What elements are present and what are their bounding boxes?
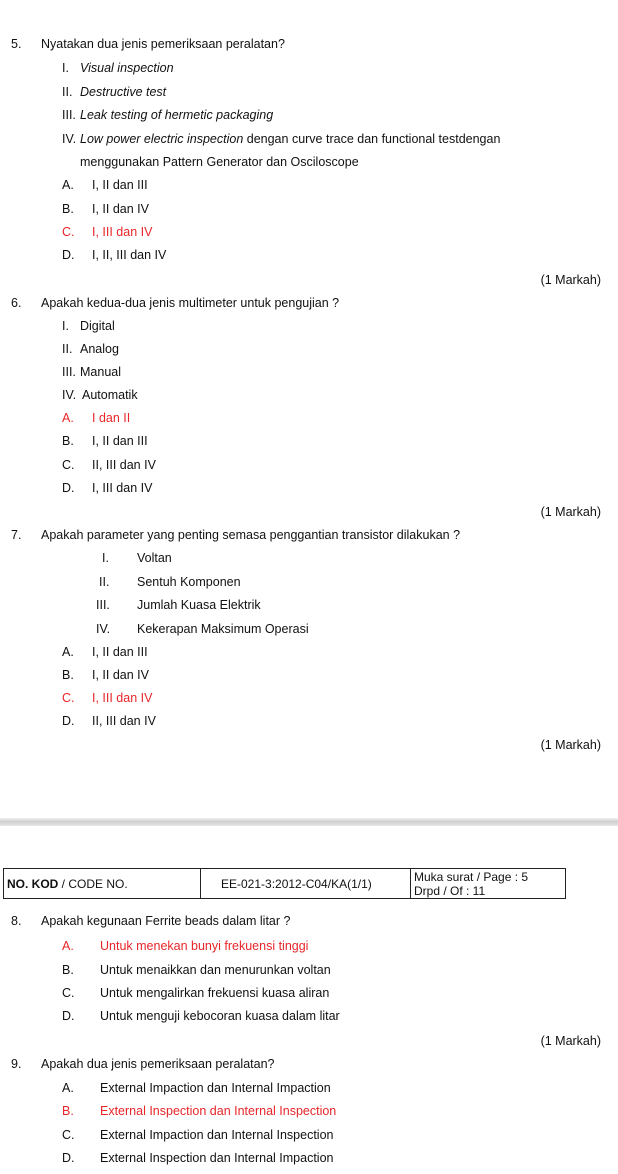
q7-option-b-text: I, II dan IV	[92, 668, 149, 682]
q8-option-b-text: Untuk menaikkan dan menurunkan voltan	[100, 963, 331, 977]
q9-option-d-letter: D.	[62, 1151, 75, 1165]
q5-option-b-letter: B.	[62, 202, 74, 216]
q5-option-c-letter: C.	[62, 225, 75, 239]
q6-item-4-num: IV.	[62, 388, 77, 402]
q5-item-4-num: IV.	[62, 132, 77, 146]
q5-option-b-text: I, II dan IV	[92, 202, 149, 216]
q6-option-b-letter: B.	[62, 434, 74, 448]
q8-option-a-text: Untuk menekan bunyi frekuensi tinggi	[100, 939, 309, 953]
q5-option-d-letter: D.	[62, 248, 75, 262]
q6-item-4-text: Automatik	[82, 388, 138, 402]
q8-option-d-text: Untuk menguji kebocoran kuasa dalam litar	[100, 1009, 340, 1023]
q9-option-a-text: External Impaction dan Internal Impaction	[100, 1081, 331, 1095]
q7-option-a-letter: A.	[62, 645, 74, 659]
q5-item-3-num: III.	[62, 108, 76, 122]
q6-item-2-num: II.	[62, 342, 73, 356]
q6-option-d-text: I, III dan IV	[92, 481, 153, 495]
q8-marks: (1 Markah)	[540, 1034, 601, 1048]
q7-option-d-letter: D.	[62, 714, 75, 728]
q5-marks: (1 Markah)	[540, 273, 601, 287]
q7-item-2-num: II.	[99, 575, 110, 589]
q5-item-4-italic: Low power electric inspection	[80, 132, 244, 146]
q5-item-1-num: I.	[62, 61, 69, 75]
code-label	[7, 877, 128, 891]
code-label-rest: / CODE NO.	[58, 877, 128, 891]
q6-option-b-text: I, II dan III	[92, 434, 148, 448]
q5-item-1-text: Visual inspection	[80, 61, 174, 75]
question-8-number: 8.	[11, 914, 22, 928]
q7-option-c-text: I, III dan IV	[92, 691, 153, 705]
q6-item-3-num: III.	[62, 365, 76, 379]
question-6-number: 6.	[11, 296, 22, 310]
q6-option-a-text: I dan II	[92, 411, 131, 425]
q5-option-a-letter: A.	[62, 178, 74, 192]
question-5-text: Nyatakan dua jenis pemeriksaan peralatan?	[41, 37, 285, 51]
q7-item-1-num: I.	[102, 551, 109, 565]
code-label-bold: NO. KOD	[7, 877, 59, 891]
question-6-text: Apakah kedua-dua jenis multimeter untuk pengujian ?	[41, 296, 340, 310]
q8-option-c-text: Untuk mengalirkan frekuensi kuasa aliran	[100, 986, 330, 1000]
question-9-text: Apakah dua jenis pemeriksaan peralatan?	[41, 1057, 275, 1071]
q7-item-3-text: Jumlah Kuasa Elektrik	[137, 598, 261, 612]
q5-item-4-rest: dengan curve trace dan functional testdengan	[243, 132, 501, 146]
q8-option-b-letter: B.	[62, 963, 74, 977]
code-value-cell	[200, 869, 411, 898]
q8-option-a-letter: A.	[62, 939, 74, 953]
q9-option-b-text: External Inspection dan Internal Inspection	[100, 1104, 337, 1118]
q7-item-4-text: Kekerapan Maksimum Operasi	[137, 622, 309, 636]
code-label-cell	[4, 869, 201, 898]
q6-option-d-letter: D.	[62, 481, 75, 495]
q7-item-2-text: Sentuh Komponen	[137, 575, 241, 589]
question-7-number: 7.	[11, 528, 22, 542]
q5-option-d-text: I, II, III dan IV	[92, 248, 167, 262]
page-number: Muka surat / Page : 5	[414, 870, 529, 884]
q7-option-a-text: I, II dan III	[92, 645, 148, 659]
q7-item-1-text: Voltan	[137, 551, 172, 565]
page-break-divider	[0, 818, 618, 826]
q5-option-c-text: I, III dan IV	[92, 225, 153, 239]
q7-option-c-letter: C.	[62, 691, 75, 705]
q5-item-3-text: Leak testing of hermetic packaging	[80, 108, 274, 122]
q8-option-c-letter: C.	[62, 986, 75, 1000]
q9-option-b-letter: B.	[62, 1104, 74, 1118]
q6-option-c-text: II, III dan IV	[92, 458, 156, 472]
code-header-table	[3, 868, 566, 899]
q8-option-d-letter: D.	[62, 1009, 75, 1023]
q6-item-1-text: Digital	[80, 319, 115, 333]
q9-option-c-text: External Impaction dan Internal Inspection	[100, 1128, 334, 1142]
q5-item-2-text: Destructive test	[80, 85, 167, 99]
q6-item-3-text: Manual	[80, 365, 121, 379]
q7-item-4-num: IV.	[96, 622, 111, 636]
q5-option-a-text: I, II dan III	[92, 178, 148, 192]
q9-option-d-text: External Inspection dan Internal Impaction	[100, 1151, 334, 1165]
question-8-text: Apakah kegunaan Ferrite beads dalam litar ?	[41, 914, 291, 928]
question-7-text: Apakah parameter yang penting semasa penggantian transistor dilakukan ?	[41, 528, 461, 542]
page-total: Drpd / Of : 11	[414, 884, 486, 898]
q6-option-a-letter: A.	[62, 411, 74, 425]
q7-marks: (1 Markah)	[540, 738, 601, 752]
q5-item-4-text	[80, 132, 500, 147]
q7-option-d-text: II, III dan IV	[92, 714, 156, 728]
code-value: EE-021-3:2012-C04/KA(1/1)	[221, 877, 372, 891]
q9-option-c-letter: C.	[62, 1128, 75, 1142]
q6-marks: (1 Markah)	[540, 505, 601, 519]
q5-item-2-num: II.	[62, 85, 73, 99]
question-5-number: 5.	[11, 37, 22, 51]
q6-item-1-num: I.	[62, 319, 69, 333]
q7-option-b-letter: B.	[62, 668, 74, 682]
question-9-number: 9.	[11, 1057, 22, 1071]
q5-item-4-continuation: menggunakan Pattern Generator dan Osciloscope	[80, 155, 359, 169]
q9-option-a-letter: A.	[62, 1081, 74, 1095]
q7-item-3-num: III.	[96, 598, 110, 612]
q6-option-c-letter: C.	[62, 458, 75, 472]
q6-item-2-text: Analog	[80, 342, 119, 356]
